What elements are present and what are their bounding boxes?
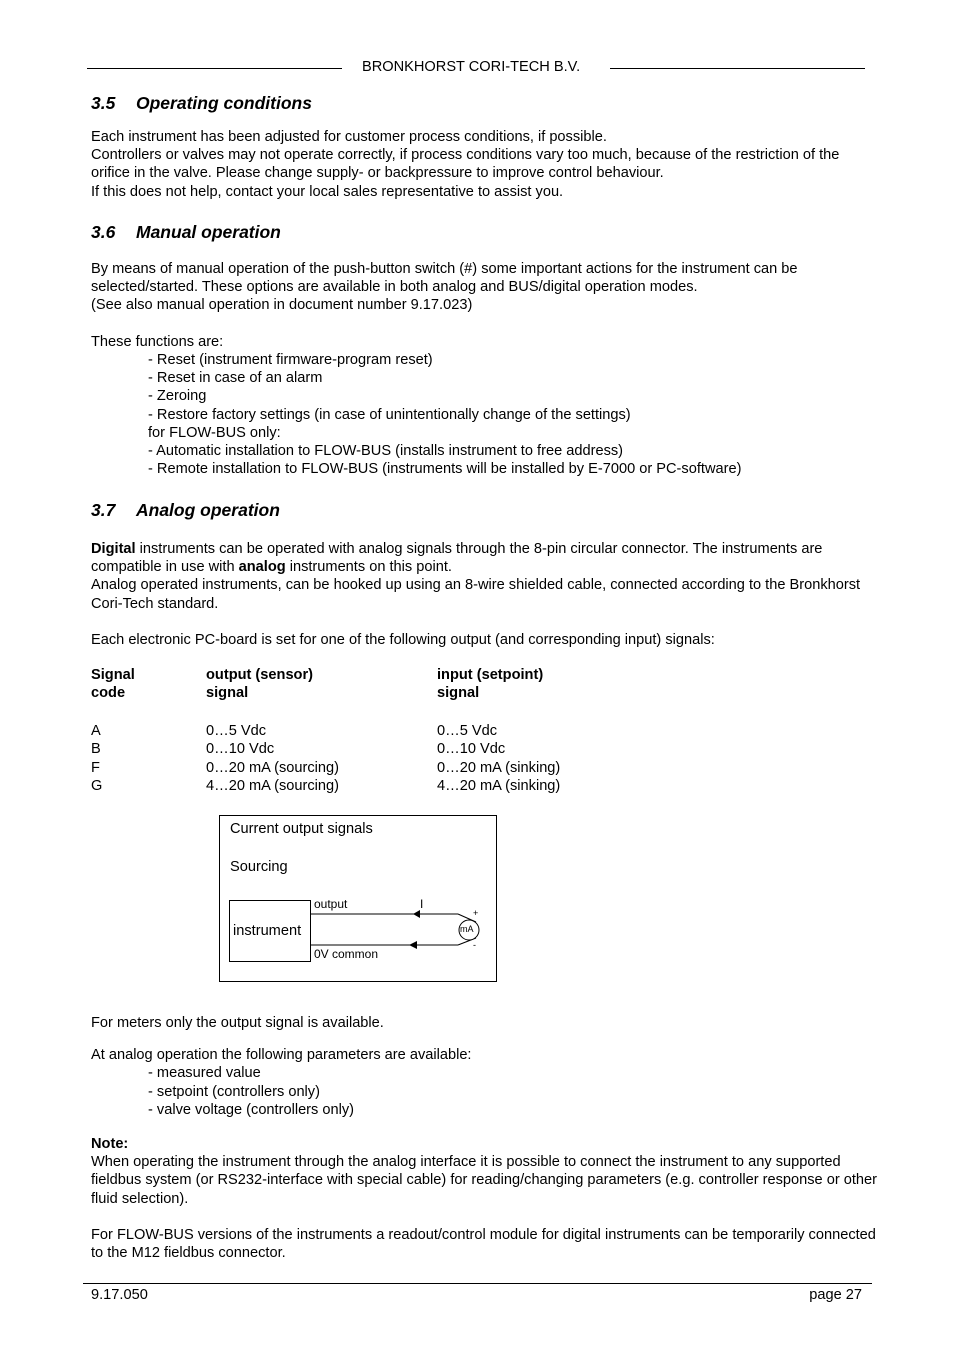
diagram-title: Current output signals (230, 821, 373, 837)
header-company: BRONKHORST CORI-TECH B.V. (362, 59, 581, 75)
table-header-output (206, 666, 313, 702)
spacer (91, 315, 881, 333)
params-list (91, 1064, 881, 1119)
section-heading-3-5 (91, 92, 312, 114)
bold-text: Digital (91, 541, 136, 557)
table-cell-code: F (91, 760, 100, 776)
diagram-mode: Sourcing (230, 859, 288, 875)
text: instruments on this point. (285, 559, 452, 576)
paragraph: Each instrument has been adjusted for customer process conditions, if possible. (91, 129, 607, 145)
section-3-7-lower (91, 1014, 881, 1262)
current-label: I (420, 897, 424, 911)
current-output-diagram (219, 815, 497, 982)
bold-text: analog (238, 559, 286, 576)
spacer (91, 613, 881, 631)
list-item: - Zeroing (148, 387, 881, 405)
header-line: output (sensor) (206, 667, 314, 683)
list-item: - Automatic installation to FLOW-BUS (installs instrument to free address) (148, 442, 881, 460)
header-line: signal (437, 685, 480, 702)
list-item: - Reset (instrument firmware-program reset) (148, 351, 881, 369)
table-cell-output: 0…10 Vdc (206, 741, 275, 757)
paragraph: Each electronic PC-board is set for one of the following output (and corresponding input) signals: (91, 632, 715, 649)
table-cell-input: 0…10 Vdc (437, 741, 506, 757)
paragraph: Controllers or valves may not operate correctly, if process conditions vary too much, because of the restriction of the orifice in the valve. Please change supply- or backpressure to improve control behaviour. (91, 147, 840, 182)
list-item: - Reset in case of an alarm (148, 369, 881, 387)
table-cell-input: 0…5 Vdc (437, 723, 498, 739)
paragraph (91, 540, 881, 576)
text: instruments can be operated with analog signals through the 8-pin circular connector. The instruments are compatible in use with (91, 541, 823, 576)
table-cell-output: 4…20 mA (sourcing) (206, 778, 340, 794)
meter-plus-label: + (473, 908, 479, 918)
output-label: output (314, 897, 348, 911)
params-label: At analog operation the following parameters are available: (91, 1047, 472, 1064)
spacer (91, 1119, 881, 1135)
header-rule-left (87, 68, 342, 69)
table-cell-output: 0…20 mA (sourcing) (206, 760, 340, 776)
section-3-7-intro (91, 540, 881, 649)
section-number: 3.5 (91, 93, 116, 113)
section-number: 3.6 (91, 222, 116, 242)
list-item: - valve voltage (controllers only) (148, 1101, 881, 1119)
section-3-6-body (91, 260, 881, 478)
section-title: Analog operation (136, 500, 280, 520)
paragraph: (See also manual operation in document number 9.17.023) (91, 297, 473, 314)
header-line: Signal (91, 667, 135, 683)
header-line: code (91, 685, 126, 702)
list-item: - setpoint (controllers only) (148, 1083, 881, 1101)
list-item: - Restore factory settings (in case of unintentionally change of the settings) (148, 406, 881, 424)
paragraph: When operating the instrument through the analog interface it is possible to connect the instrument to any supported fieldbus system (or RS232-interface with special cable) for reading/changing parameters (e.g. controller response or other fluid selection). (91, 1154, 878, 1207)
paragraph: For FLOW-BUS versions of the instruments a readout/control module for digital instruments can be temporarily connected to the M12 fieldbus connector. (91, 1227, 876, 1262)
note-label: Note: (91, 1136, 129, 1153)
section-3-5-body (91, 128, 881, 201)
table-cell-code: A (91, 723, 101, 739)
paragraph: By means of manual operation of the push-button switch (#) some important actions for the instrument can be selected/started. These options are available in both analog and BUS/digital operation modes. (91, 261, 798, 296)
section-title: Operating conditions (136, 93, 312, 113)
header-line: input (setpoint) (437, 667, 544, 683)
footer-page-number: page 27 (809, 1287, 862, 1303)
table-header-input (437, 666, 543, 702)
instrument-label: instrument (233, 923, 302, 939)
table-cell-output: 0…5 Vdc (206, 723, 267, 739)
flowbus-label: for FLOW-BUS only: (148, 424, 281, 441)
common-label: 0V common (314, 947, 379, 961)
spacer (91, 1208, 881, 1226)
table-header-signal-code (91, 666, 135, 702)
list-item: - Remote installation to FLOW-BUS (instruments will be installed by E-7000 or PC-software) (148, 460, 881, 478)
meter-minus-label: - (473, 940, 476, 950)
section-heading-3-7 (91, 499, 280, 521)
table-cell-input: 4…20 mA (sinking) (437, 778, 561, 794)
functions-list (91, 351, 881, 424)
functions-label: These functions are: (91, 333, 224, 350)
section-title: Manual operation (136, 222, 281, 242)
header-rule-right (610, 68, 865, 69)
table-cell-input: 0…20 mA (sinking) (437, 760, 561, 776)
paragraph: For meters only the output signal is available. (91, 1015, 384, 1031)
footer-doc-number: 9.17.050 (91, 1287, 148, 1303)
paragraph: If this does not help, contact your local sales representative to assist you. (91, 183, 564, 200)
milliamp-meter-label: mA (460, 924, 474, 934)
footer-rule (83, 1283, 872, 1284)
section-number: 3.7 (91, 500, 116, 520)
section-heading-3-6 (91, 221, 281, 243)
spacer (91, 1032, 881, 1046)
list-item: - measured value (148, 1064, 881, 1082)
table-cell-code: G (91, 778, 103, 794)
table-cell-code: B (91, 741, 101, 757)
paragraph: Analog operated instruments, can be hooked up using an 8-wire shielded cable, connected according to the Bronkhorst Cori-Tech standard. (91, 577, 861, 612)
flowbus-functions-list (91, 442, 881, 478)
header-line: signal (206, 685, 249, 702)
